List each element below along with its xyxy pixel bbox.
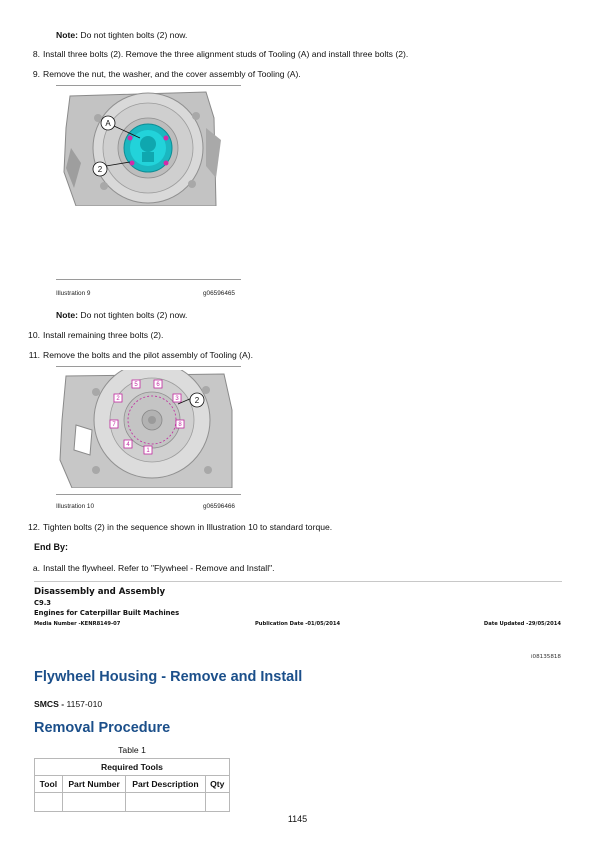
procedure-heading: Removal Procedure — [34, 720, 171, 736]
table-title: Table 1 — [118, 745, 146, 755]
step-12 — [20, 522, 332, 532]
step-11 — [20, 350, 253, 360]
end-by-step-a — [20, 563, 275, 573]
step-number: 12. — [28, 522, 40, 532]
column-part-description: Part Description — [126, 776, 205, 793]
callout-2: 2 — [97, 165, 103, 174]
section-title: Disassembly and Assembly — [34, 587, 166, 597]
column-part-number: Part Number — [62, 776, 126, 793]
sequence-label: 7 — [112, 422, 116, 428]
step-text: Install three bolts (2). Remove the three alignment studs of Tooling (A) and install three bolts (2). — [43, 49, 409, 59]
publication-date: Publication Date -01/05/2014 — [255, 621, 341, 627]
table-cell — [62, 793, 126, 812]
step-number: 8. — [32, 49, 40, 59]
flywheel-housing-sequence-image — [56, 370, 241, 488]
smcs-line — [34, 699, 102, 709]
model-label: C9.3 — [34, 599, 52, 607]
section-divider — [34, 581, 562, 582]
step-text: Remove the bolts and the pilot assembly of Tooling (A). — [43, 350, 254, 360]
callout-a: A — [105, 119, 111, 128]
column-qty: Qty — [205, 776, 230, 793]
sequence-label: 4 — [126, 442, 130, 448]
step-text: Tighten bolts (2) in the sequence shown in Illustration 10 to standard torque. — [43, 522, 333, 532]
sequence-label: 1 — [146, 448, 150, 454]
flywheel-housing-image — [56, 88, 241, 206]
figure-top-rule — [56, 85, 241, 86]
table-columns-row — [35, 776, 230, 793]
column-tool: Tool — [35, 776, 63, 793]
step-8 — [20, 49, 408, 59]
step-number: a. — [32, 563, 40, 573]
date-updated: Date Updated -29/05/2014 — [483, 621, 561, 627]
document-id: i08135818 — [530, 654, 561, 660]
illustration-9-image — [56, 88, 241, 206]
table-cell — [126, 793, 205, 812]
figure-top-rule — [56, 366, 241, 367]
illustration-10-code: g06596466 — [203, 503, 235, 510]
figure-bottom-rule — [56, 279, 241, 280]
note-2 — [56, 310, 187, 320]
illustration-10-caption: Illustration 10 — [56, 503, 95, 510]
note-label: Note: — [56, 30, 78, 40]
sequence-label: 8 — [178, 422, 182, 428]
illustration-10-image — [56, 370, 241, 488]
step-number: 11. — [28, 350, 40, 360]
note-text: Do not tighten bolts (2) now. — [80, 30, 188, 40]
smcs-label: SMCS - — [34, 699, 65, 709]
page-number: 1145 — [287, 814, 308, 824]
step-10 — [20, 330, 163, 340]
step-number: 9. — [32, 69, 40, 79]
sequence-label: 3 — [175, 396, 179, 402]
illustration-9-caption: Illustration 9 — [56, 290, 91, 297]
note-text: Do not tighten bolts (2) now. — [80, 310, 188, 320]
step-number: 10. — [28, 330, 40, 340]
step-text: Remove the nut, the washer, and the cover assembly of Tooling (A). — [43, 69, 301, 79]
article-title: Flywheel Housing - Remove and Install — [34, 669, 303, 685]
sequence-label: 6 — [156, 382, 160, 388]
table-cell — [205, 793, 230, 812]
engine-subtitle: Engines for Caterpillar Built Machines — [34, 609, 180, 617]
illustration-9-code: g06596465 — [203, 290, 235, 297]
required-tools-table — [34, 758, 230, 812]
step-text: Install the flywheel. Refer to "Flywheel - Remove and Install". — [43, 563, 275, 573]
table-header-row — [35, 759, 230, 776]
step-9 — [20, 69, 301, 79]
table-row — [35, 793, 230, 812]
note-label: Note: — [56, 310, 78, 320]
media-number: Media Number -KENR8149-07 — [34, 621, 121, 627]
table-header: Required Tools — [35, 759, 230, 776]
step-text: Install remaining three bolts (2). — [43, 330, 164, 340]
smcs-value: 1157-010 — [66, 699, 103, 709]
sequence-label: 5 — [134, 382, 138, 388]
callout-2: 2 — [194, 396, 200, 405]
note-1 — [56, 30, 187, 40]
end-by-heading: End By: — [34, 542, 69, 552]
table-cell — [35, 793, 63, 812]
figure-bottom-rule — [56, 494, 241, 495]
sequence-label: 2 — [116, 396, 120, 402]
